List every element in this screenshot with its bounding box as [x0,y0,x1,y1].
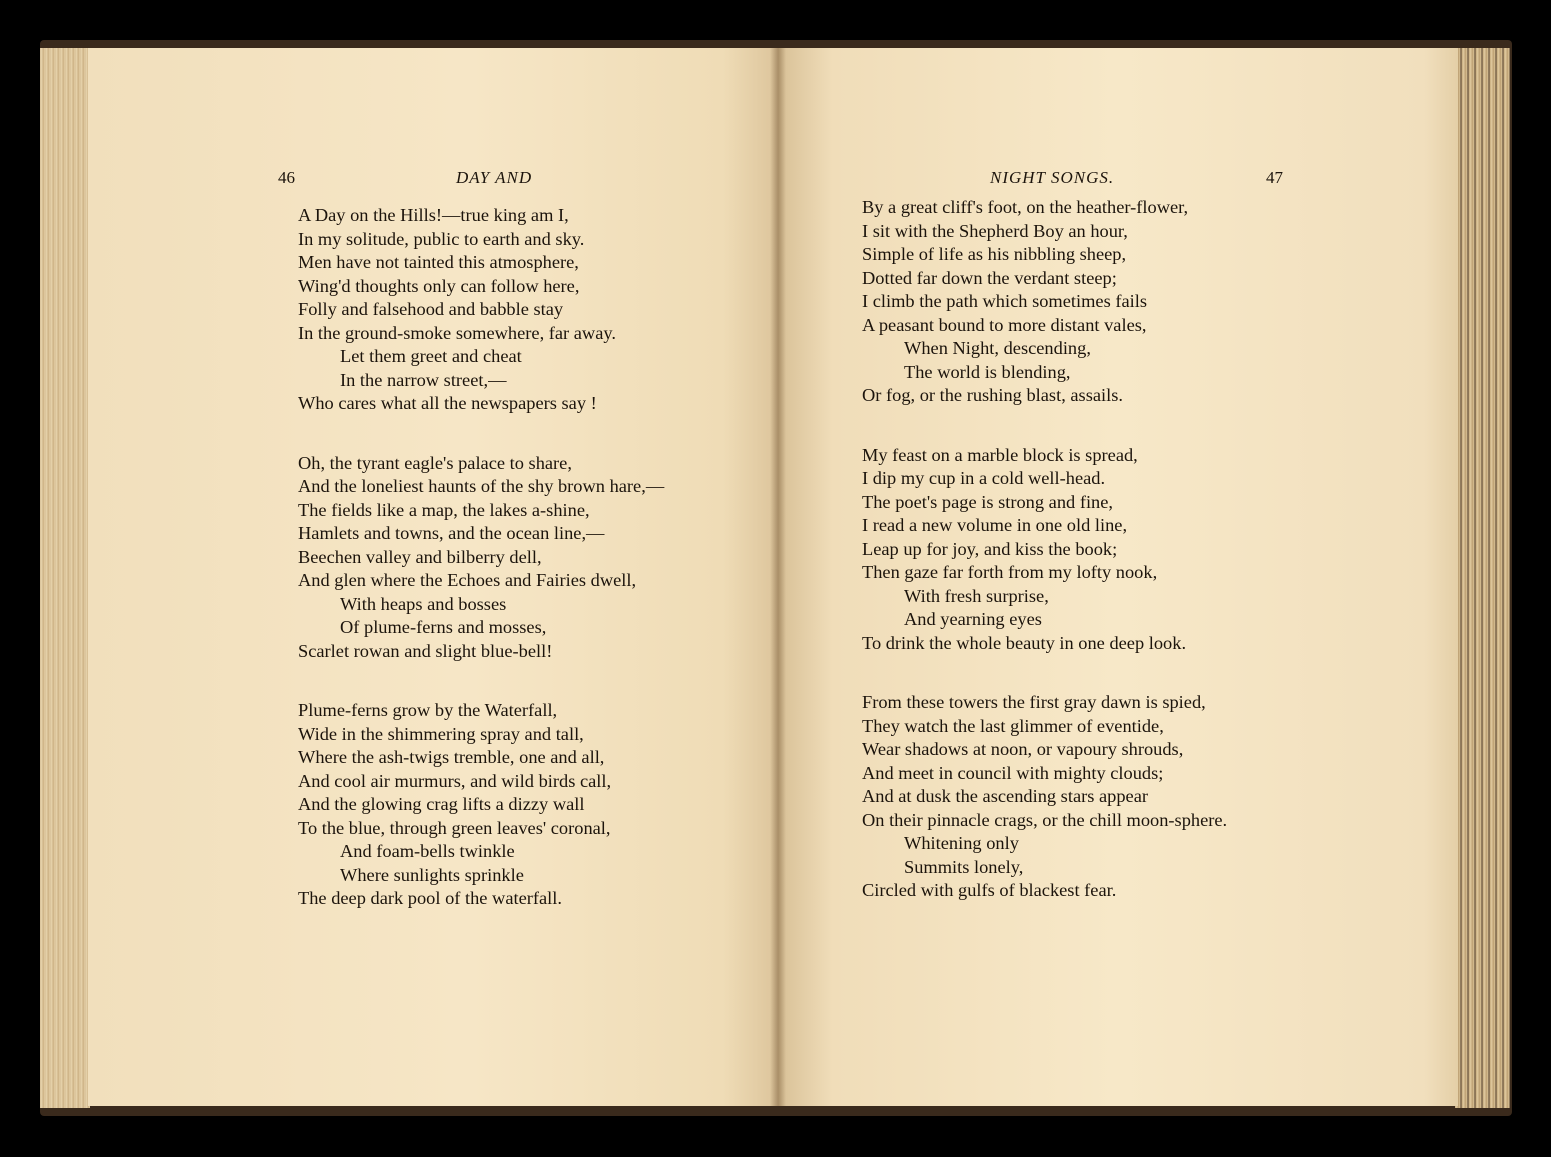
verse-line: With heaps and bosses [340,593,507,614]
verse-line: They watch the last glimmer of eventide, [862,715,1164,736]
right-poem [862,196,1227,939]
left-poem [298,204,664,947]
right-page-edges [1455,48,1510,1108]
verse-line: In my solitude, public to earth and sky. [298,228,585,249]
verse-line: I read a new volume in one old line, [862,515,1128,535]
verse-line: Where the ash-twigs tremble, one and all, [298,747,605,767]
stanza [862,196,1227,408]
verse-line: And the glowing crag lifts a dizzy wall [298,794,585,814]
stanza [862,691,1227,903]
verse-line: I sit with the Shepherd Boy an hour, [862,220,1128,241]
verse-line: A Day on the Hills!—true king am I, [298,205,569,225]
verse-line: Beechen valley and bilberry dell, [298,546,542,567]
right-running-head: NIGHT SONGS. [990,168,1115,187]
verse-line: Wear shadows at noon, or vapoury shrouds, [862,739,1184,759]
left-page-number: 46 [278,168,295,187]
verse-line: On their pinnacle crags, or the chill moon-sphere. [862,809,1228,830]
verse-line: Wide in the shimmering spray and tall, [298,723,584,744]
verse-line: Simple of life as his nibbling sheep, [862,244,1127,264]
verse-line: With fresh surprise, [904,585,1049,606]
verse-line: Wing'd thoughts only can follow here, [298,275,580,296]
verse-line: Dotted far down the verdant steep; [862,267,1117,288]
verse-line: And foam-bells twinkle [340,841,515,861]
verse-line: In the ground-smoke somewhere, far away. [298,322,616,343]
stanza [298,204,664,416]
verse-line: To drink the whole beauty in one deep look. [862,632,1187,653]
verse-line: And at dusk the ascending stars appear [862,786,1148,806]
verse-line: The deep dark pool of the waterfall. [298,888,562,908]
verse-line: Folly and falsehood and babble stay [298,299,564,319]
verse-line: By a great cliff's foot, on the heather-flower, [862,197,1189,217]
verse-line: I dip my cup in a cold well-head. [862,468,1106,488]
verse-line: When Night, descending, [904,338,1091,358]
verse-line: Men have not tainted this atmosphere, [298,252,579,272]
verse-line: The world is blending, [904,361,1071,382]
verse-line: Scarlet rowan and slight blue-bell! [298,640,553,661]
verse-line: Oh, the tyrant eagle's palace to share, [298,452,572,473]
verse-line: And meet in council with mighty clouds; [862,762,1164,783]
verse-line: Or fog, or the rushing blast, assails. [862,385,1124,405]
verse-line: Whitening only [904,833,1019,853]
verse-line: My feast on a marble block is spread, [862,444,1138,465]
verse-line: And glen where the Echoes and Fairies dwell, [298,570,637,590]
verse-line: Circled with gulfs of blackest fear. [862,880,1117,900]
verse-line: Who cares what all the newspapers say ! [298,393,597,413]
stanza [298,699,664,911]
verse-line: Plume-ferns grow by the Waterfall, [298,700,558,720]
verse-line: Then gaze far forth from my lofty nook, [862,562,1158,582]
verse-line: And the loneliest haunts of the shy brown hare,— [298,476,665,496]
verse-line: Summits lonely, [904,856,1024,877]
verse-line: Of plume-ferns and mosses, [340,617,547,637]
verse-line: Let them greet and cheat [340,346,522,366]
verse-line: The fields like a map, the lakes a-shine, [298,499,590,520]
right-page-number: 47 [1266,168,1283,187]
stanza [298,452,664,664]
verse-line: I climb the path which sometimes fails [862,291,1147,311]
left-running-head: DAY AND [456,168,533,187]
verse-line: And yearning eyes [904,609,1042,629]
verse-line: Hamlets and towns, and the ocean line,— [298,523,605,543]
verse-line: From these towers the first gray dawn is spied, [862,692,1206,712]
book-gutter [770,48,786,1106]
verse-line: To the blue, through green leaves' coronal, [298,817,611,838]
verse-line: The poet's page is strong and fine, [862,491,1114,512]
verse-line: In the narrow street,— [340,369,507,390]
verse-line: Leap up for joy, and kiss the book; [862,538,1118,559]
verse-line: A peasant bound to more distant vales, [862,314,1147,335]
verse-line: Where sunlights sprinkle [340,864,524,885]
left-page-edges [40,48,90,1108]
verse-line: And cool air murmurs, and wild birds call, [298,770,612,791]
stanza [862,444,1227,656]
